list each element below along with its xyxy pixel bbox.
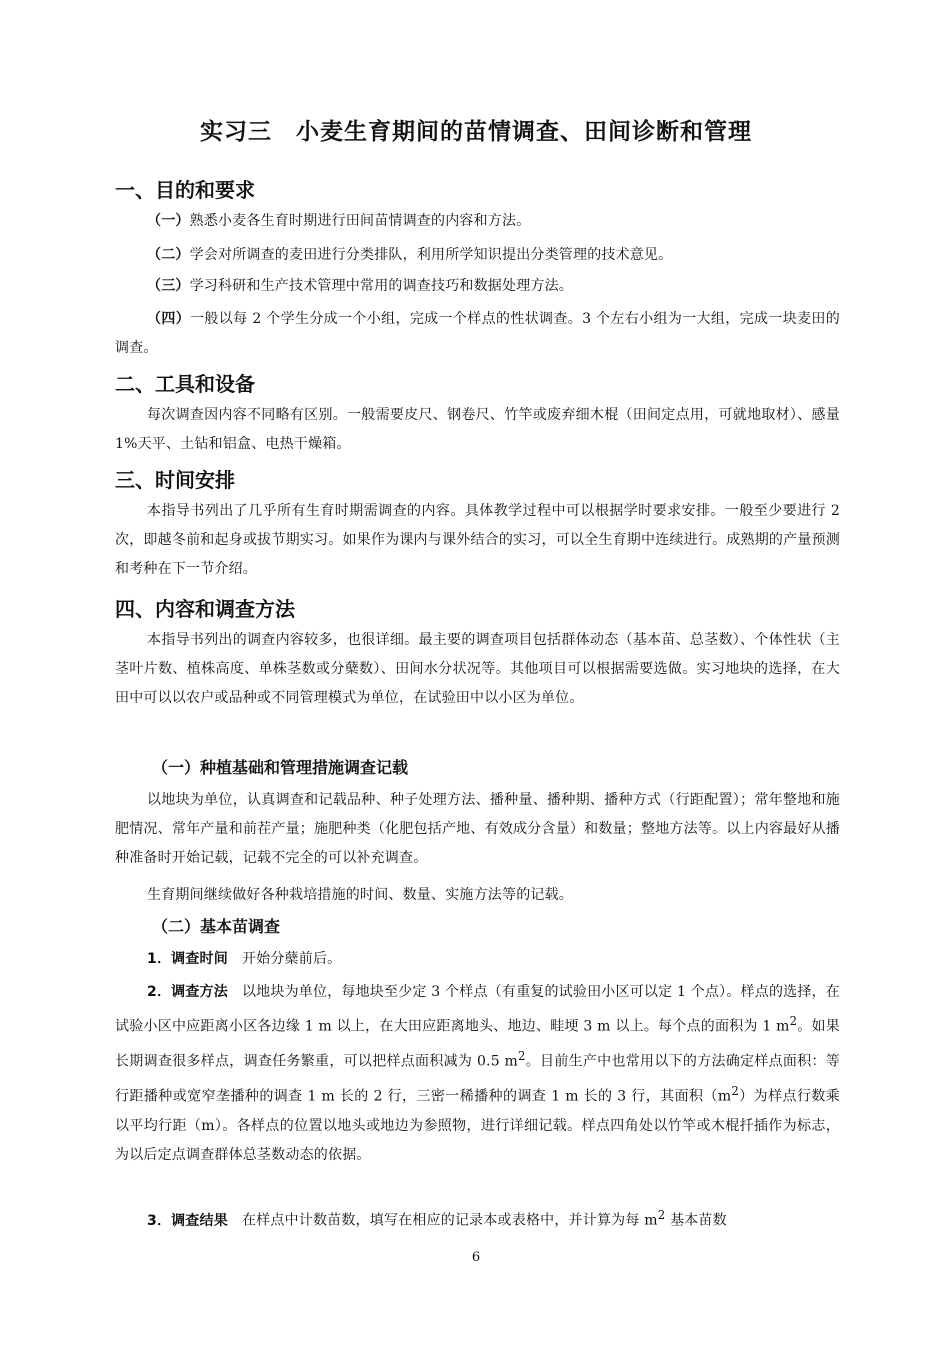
item-text: 以地块为单位，每地块至少定 3 个样点（有重复的试验田小区可以定 1 个点）。样点的选择，在试验小区中应距离小区各边缘 1 m 以上，在大田应距离地头、地边、畦埂 3 m 以上。每个点的面积为 1 m bbox=[115, 984, 840, 1035]
methods-paragraph: 本指导书列出的调查内容较多，也很详细。最主要的调查项目包括群体动态（基本苗、总茎数）、个体性状（主茎叶片数、植株高度、单株茎数或分蘖数）、田间水分状况等。其他项目可以根据需要选做。实习地块的选择，在大田中可以以农户或品种或不同管理模式为单位，在试验田中以小区为单位。 bbox=[115, 632, 840, 707]
goal-item-label: （三） bbox=[147, 278, 190, 294]
goal-item-text: 学会对所调查的麦田进行分类排队，利用所学知识提出分类管理的技术意见。 bbox=[189, 247, 673, 263]
item-term: 3．调查结果 bbox=[147, 1212, 228, 1229]
item-text: ）为样点行数乘以平均行距（m）。各样点的位置以地头或地边为参照物，进行详细记载。样点四角处以竹竿或木棍扦插作为标志，为以后定点调查群体总茎数动态的依据。 bbox=[115, 1088, 841, 1163]
planting-paragraph-1: 以地块为单位，认真调查和记载品种、种子处理方法、播种量、播种期、播种方式（行距配置）；常年整地和施肥情况、常年产量和前茬产量；施肥种类（化肥包括产地、有效成分含量）和数量；整地方法等。以上内容最好从播种准备时开始记载，记载不完全的可以补充调查。 bbox=[115, 792, 840, 867]
item-term: 1．调查时间 bbox=[147, 951, 228, 967]
item-text: 在样点中计数苗数，填写在相应的记录本或表格中，并计算为每 m bbox=[241, 1212, 658, 1229]
goal-item-text: 一般以每 2 个学生分成一个小组，完成一个样点的性状调查。3 个左右小组为一大组，完成一块麦田的调查。 bbox=[115, 311, 840, 357]
schedule-paragraph: 本指导书列出了几乎所有生育时期需调查的内容。具体教学过程中可以根据学时要求安排。一般至少要进行 2 次，即越冬前和起身或拔节期实习。如果作为课内与课外结合的实习，可以全生育期中连续进行。成熟期的产量预测和考种在下一节介绍。 bbox=[115, 503, 840, 578]
item-text: 基本苗数 bbox=[665, 1212, 727, 1229]
seedling-item-method bbox=[115, 978, 840, 1170]
goal-item-label: （四） bbox=[147, 311, 191, 327]
subsection-heading-planting: （一）种植基础和管理措施调查记载 bbox=[152, 758, 409, 777]
section-heading-tools: 二、工具和设备 bbox=[115, 372, 255, 396]
tools-paragraph: 每次调查因内容不同略有区别。一般需要皮尺、钢卷尺、竹竿或废弃细木棍（田间定点用，可就地取材）、感量 1%天平、土钻和铝盒、电热干燥箱。 bbox=[115, 407, 840, 453]
section-heading-schedule: 三、时间安排 bbox=[115, 468, 235, 492]
goal-item-label: （一） bbox=[147, 213, 190, 229]
item-text: 开始分蘖前后。 bbox=[241, 951, 342, 967]
seedling-item-time bbox=[115, 945, 840, 974]
section-heading-methods: 四、内容和调查方法 bbox=[115, 597, 295, 621]
goal-item-text: 熟悉小麦各生育时期进行田间苗情调查的内容和方法。 bbox=[189, 213, 531, 229]
subsection-heading-seedlings: （二）基本苗调查 bbox=[152, 917, 281, 936]
page-title: 实习三 小麦生育期间的苗情调查、田间诊断和管理 bbox=[200, 119, 752, 145]
goal-item-2 bbox=[115, 241, 840, 270]
goal-item-3 bbox=[115, 272, 840, 301]
item-term: 2．调查方法 bbox=[147, 984, 228, 1000]
section-heading-goals: 一、目的和要求 bbox=[115, 178, 255, 202]
superscript: 2 bbox=[518, 1049, 526, 1064]
item-text: 。目前生产中也常用以下的方法确定样点面积：等行距播种或宽窄垄播种的调查 1 m 长的 2 行，三密一稀播种的调查 1 m 长的 3 行，其面积（m bbox=[115, 1053, 840, 1105]
item-text: 。如果长期调查很多样点，调查任务繁重，可以把样点面积减为 0.5 m bbox=[115, 1018, 840, 1070]
seedling-item-result bbox=[115, 1201, 840, 1236]
goal-item-label: （二） bbox=[147, 247, 190, 263]
page-number: 6 bbox=[471, 1250, 481, 1265]
superscript: 2 bbox=[789, 1014, 798, 1029]
superscript: 2 bbox=[657, 1208, 666, 1222]
superscript: 2 bbox=[731, 1083, 739, 1098]
goal-item-1 bbox=[115, 207, 840, 236]
planting-paragraph-2: 生育期间继续做好各种栽培措施的时间、数量、实施方法等的记载。 bbox=[147, 887, 573, 903]
goal-item-4 bbox=[115, 305, 840, 363]
goal-item-text: 学习科研和生产技术管理中常用的调查技巧和数据处理方法。 bbox=[189, 278, 574, 294]
